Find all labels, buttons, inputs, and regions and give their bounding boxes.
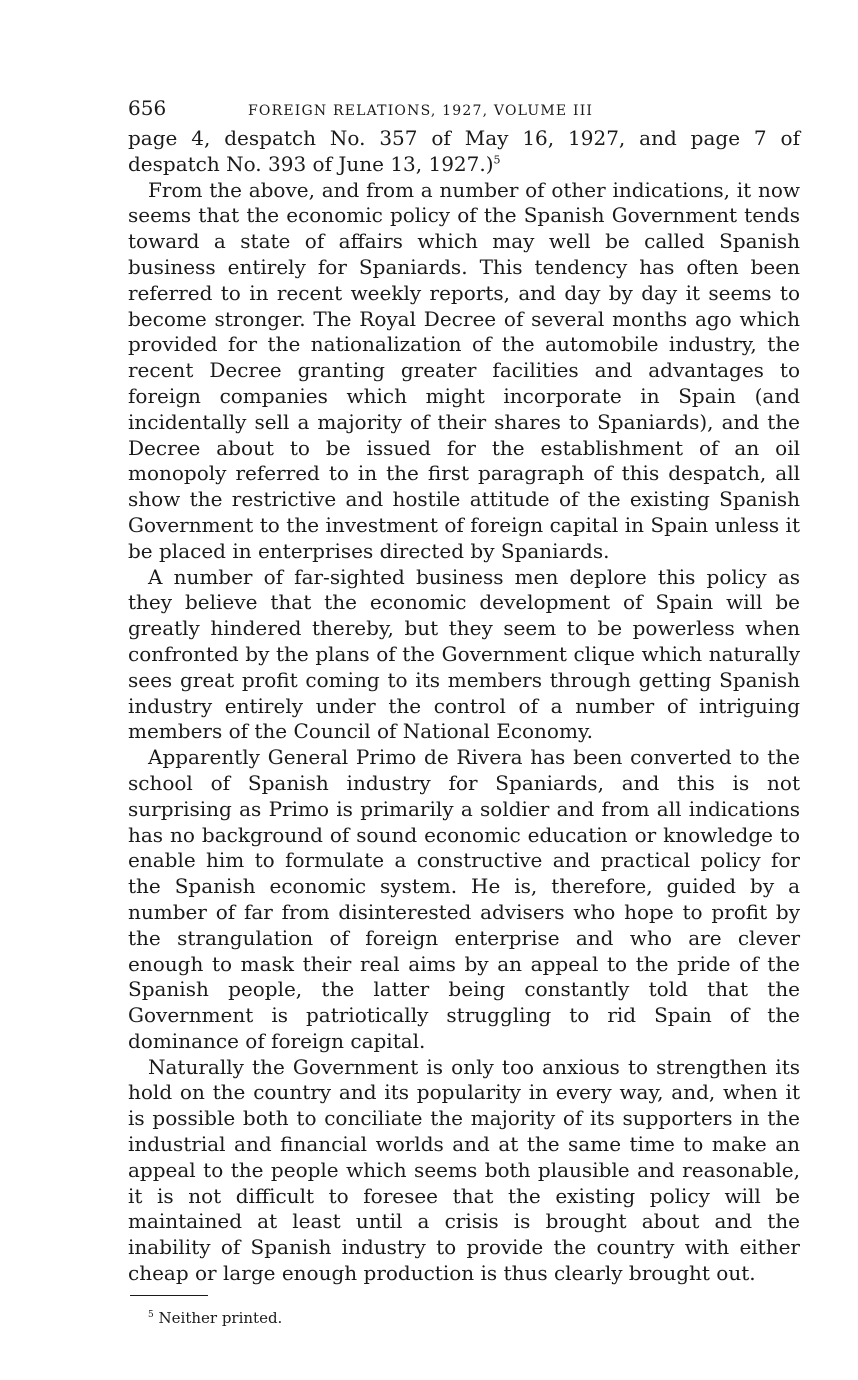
- paragraph: Apparently General Primo de Rivera has been converted to the school of Spanish industry for Spaniards, and this is not surprising as Primo is primarily a soldier and from all indications has no background of sound economic education or knowledge to enable him to formulate a constructive and practical policy for the Spanish economic system. He is, therefore, guided by a number of far from disinterested advisers who hope to profit by the strangulation of foreign enterprise and who are clever enough to mask their real aims by an appeal to the pride of the Spanish people, the latter being constantly told that the Government is patriotically struggling to rid Spain of the dominance of foreign capital.: [128, 745, 800, 1053]
- document-page: [128, 96, 800, 1328]
- footnote-divider: [130, 1295, 208, 1296]
- footnote-text: Neither printed.: [158, 1308, 283, 1327]
- paragraph: From the above, and from a number of other indications, it now seems that the economic policy of the Spanish Government tends toward a state of affairs which may well be called Spanish business entirely for Spaniards. This tendency has often been referred to in recent weekly reports, and day by day it seems to become stronger. The Royal Decree of several months ago which provided for the nationalization of the automobile industry, the recent Decree granting greater facilities and advantages to foreign companies which might incorporate in Spain (and incidentally sell a majority of their shares to Spaniards), and the Decree about to be issued for the establishment of an oil monopoly referred to in the first paragraph of this despatch, all show the restrictive and hostile attitude of the existing Spanish Government to the investment of foreign capital in Spain unless it be placed in enterprises directed by Spaniards.: [128, 177, 800, 563]
- footnote-reference: 5: [493, 153, 501, 167]
- running-title: FOREIGN RELATIONS, 1927, VOLUME III: [248, 103, 594, 119]
- page-number: 656: [128, 96, 167, 120]
- paragraph: Naturally the Government is only too anxious to strengthen its hold on the country and its popularity in every way, and, when it is possible both to conciliate the majority of its supporters in the industrial and financial worlds and at the same time to make an appeal to the people which seems both plausible and reasonable, it is not difficult to foresee that the existing policy will be maintained at least until a crisis is brought about and the inability of Spanish industry to provide the country with either cheap or large enough production is thus clearly brought out.: [128, 1054, 800, 1286]
- running-header: [128, 96, 800, 126]
- paragraph-continuation: [128, 126, 800, 178]
- footnote: [148, 1308, 800, 1328]
- footnote-marker: 5: [148, 1309, 154, 1320]
- body-text: [128, 126, 800, 1287]
- paragraph: A number of far-sighted business men deplore this policy as they believe that the economic development of Spain will be greatly hindered thereby, but they seem to be powerless when confronted by the plans of the Government clique which naturally sees great profit coming to its members through getting Spanish industry entirely under the control of a number of intriguing members of the Council of National Economy.: [128, 564, 800, 744]
- paragraph-text: page 4, despatch No. 357 of May 16, 1927, and page 7 of despatch No. 393 of June 13, 1927.): [128, 126, 800, 176]
